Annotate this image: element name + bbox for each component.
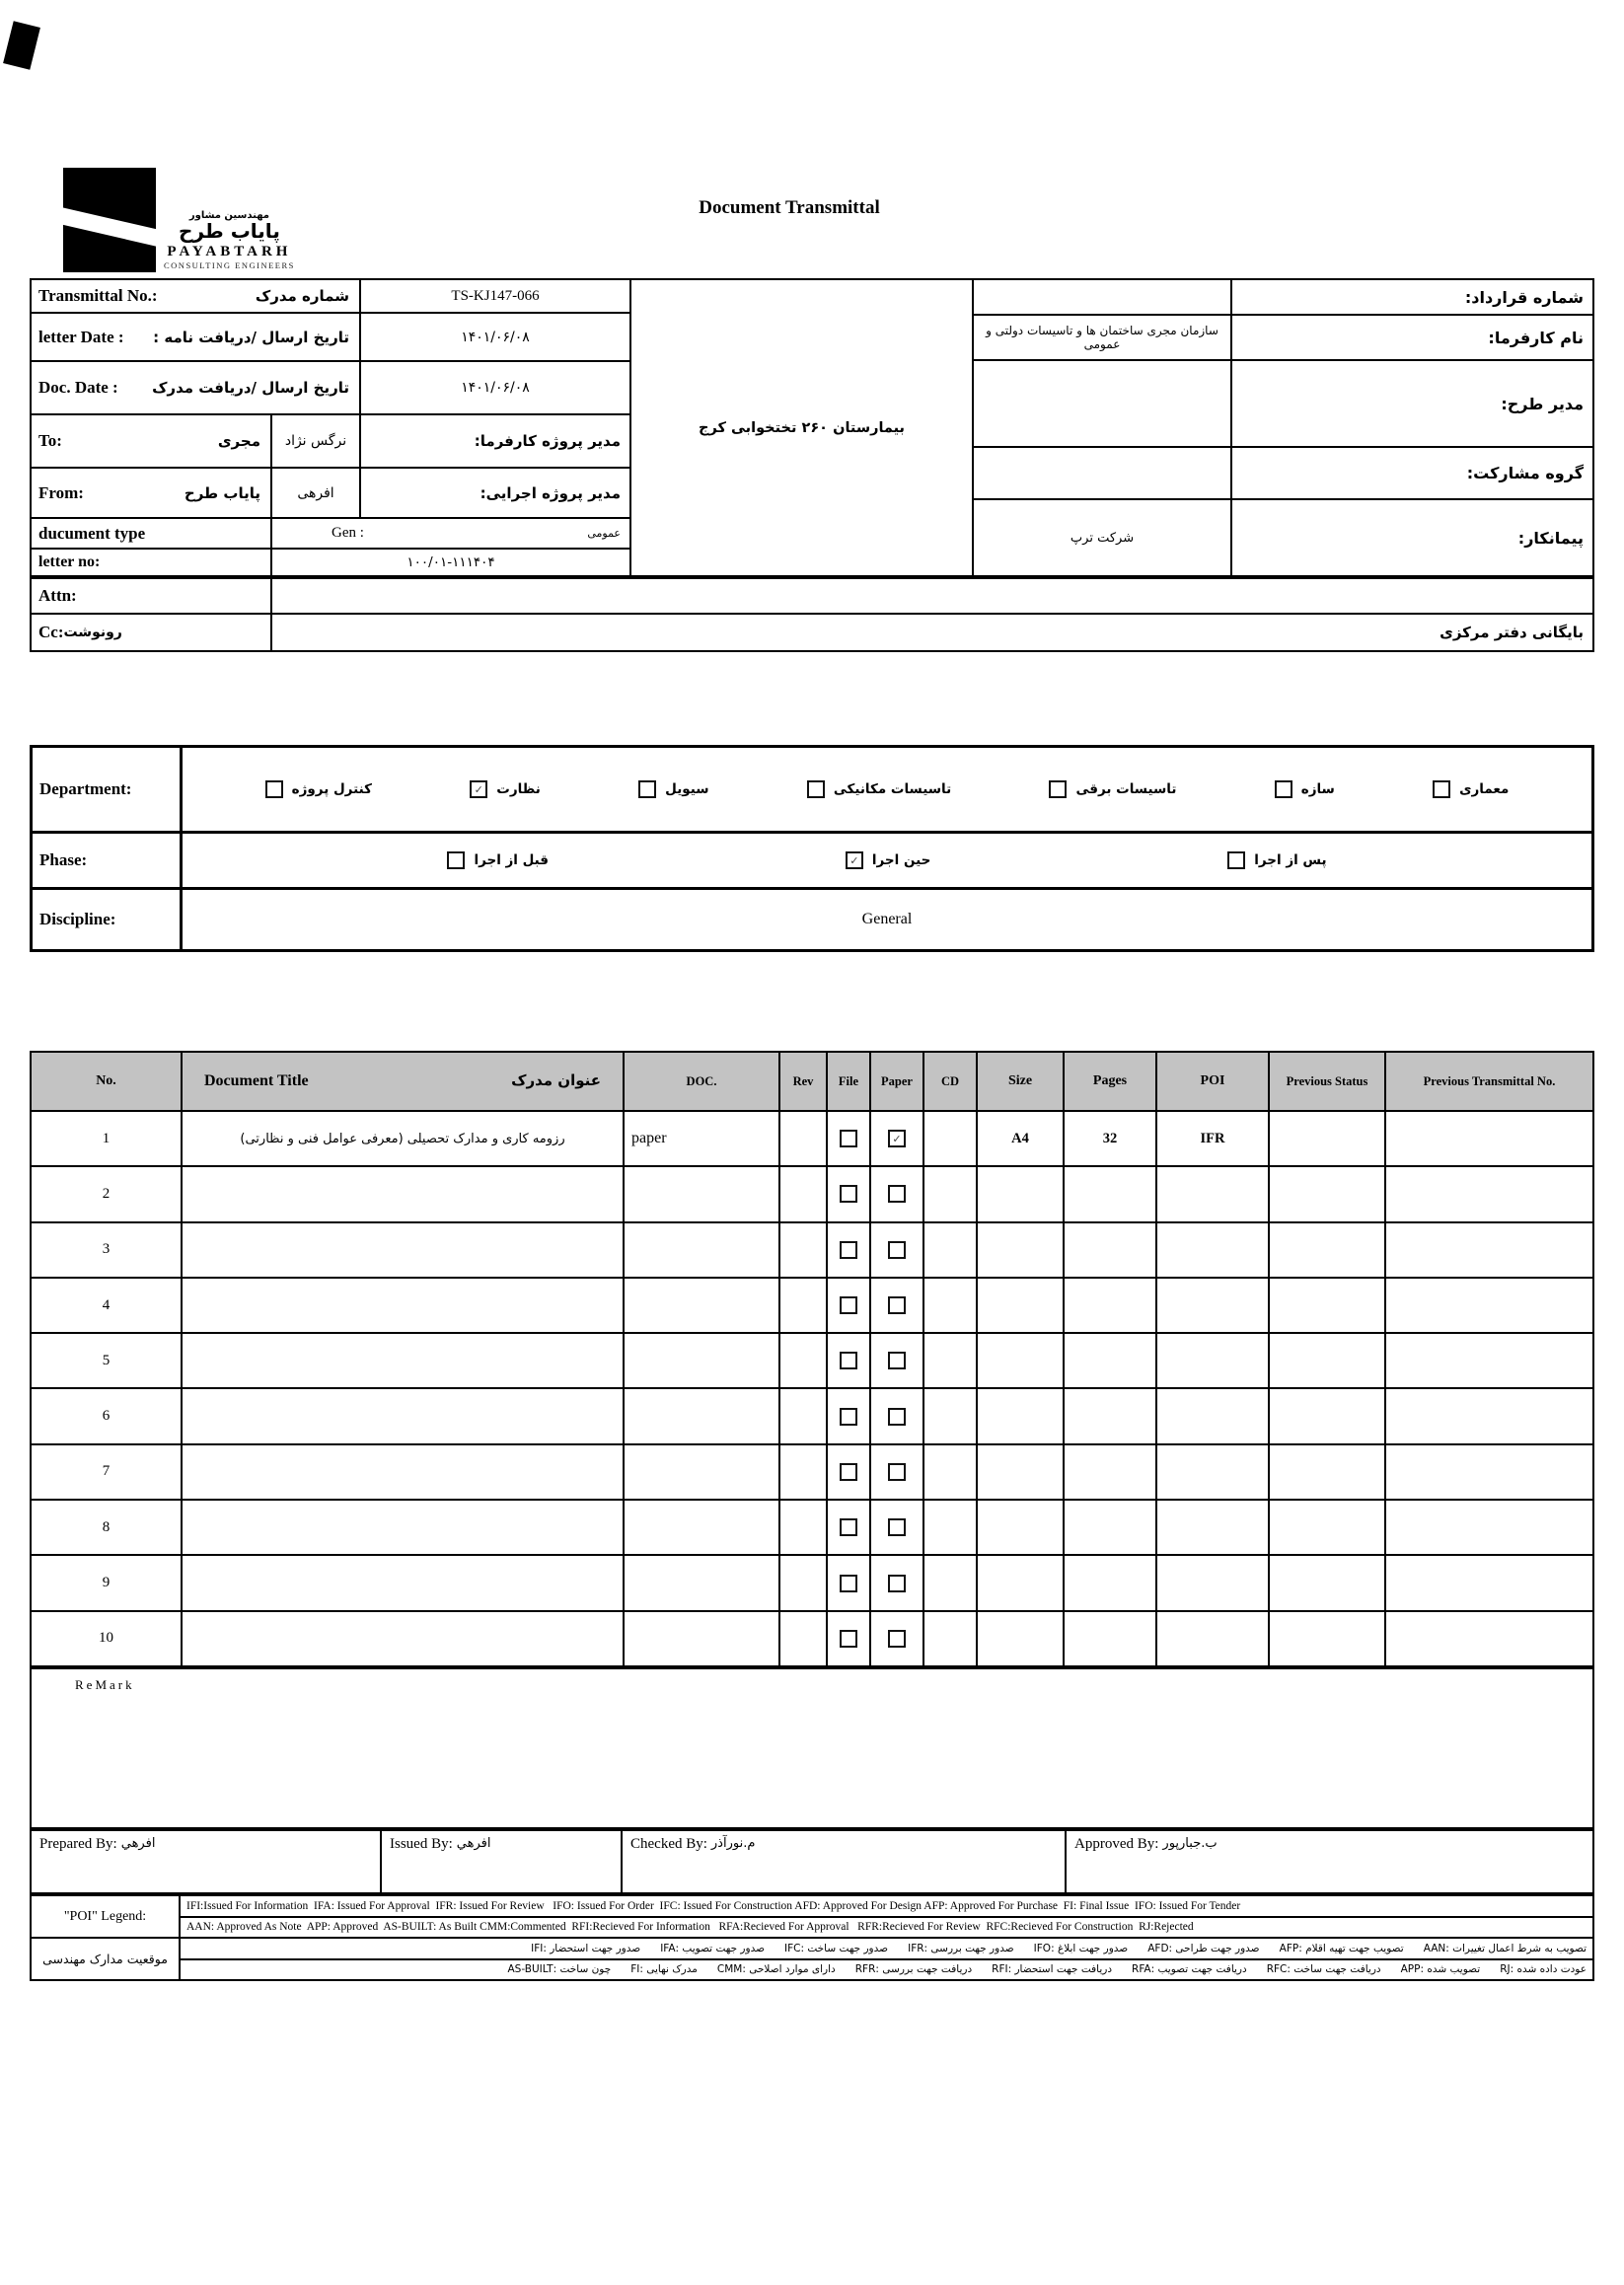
doc-date-value: ۱۴۰۱/۰۶/۰۸ bbox=[361, 362, 629, 413]
doc-row-cell-rev bbox=[780, 1279, 826, 1332]
client-name-value: سازمان مجری ساختمان ها و تاسیسات دولتی و عمومی bbox=[974, 316, 1230, 359]
doc-row-cell-prev_status bbox=[1270, 1279, 1384, 1332]
paper-checkbox[interactable] bbox=[888, 1241, 906, 1259]
letter-date-label-fa: تاریخ ارسال /دریافت نامه : bbox=[153, 328, 349, 346]
doc-row-cell-poi bbox=[1157, 1556, 1268, 1609]
logo-mark-icon bbox=[63, 168, 156, 272]
letter-no-label: letter no: bbox=[32, 550, 270, 575]
doc-row-cell-prev_status bbox=[1270, 1556, 1384, 1609]
department-checkbox[interactable] bbox=[1049, 780, 1067, 798]
col-header-cd: CD bbox=[924, 1053, 976, 1110]
legend-fa-line2: عودت داده شده :RJ تصویب شده :APP دریافت جهت ساخت :RFC دریافت جهت تصویب :RFA دریافت جهت استحضار :RFI دریافت جهت بررسی :RFR دارای موارد اصلاحی :CMM مدرک نهایی :FI چون ساخت :AS-BUILT bbox=[181, 1960, 1592, 1980]
department-item bbox=[1275, 780, 1335, 798]
attn-cc-table bbox=[30, 577, 1594, 652]
logo-en-name: PAYABTARH bbox=[167, 244, 292, 259]
issued-by-label: Issued By: bbox=[390, 1836, 453, 1852]
doc-row-cell-no: 2 bbox=[32, 1167, 181, 1220]
col-header-prev-transmittal: Previous Transmittal No. bbox=[1386, 1053, 1592, 1110]
doc-row-cell-doc bbox=[625, 1612, 778, 1665]
transmittal-no-label-en: Transmittal No.: bbox=[38, 286, 158, 305]
doc-row-cell-pages bbox=[1065, 1612, 1155, 1665]
file-checkbox[interactable] bbox=[840, 1296, 857, 1314]
doc-row-cell-pages bbox=[1065, 1279, 1155, 1332]
contractor-label: پیمانکار: bbox=[1232, 500, 1592, 575]
to-label: To: bbox=[38, 431, 62, 450]
letter-no-value: ۱۰۰/۰۱-۱۱۱۴۰۴ bbox=[272, 550, 629, 575]
phase-checkbox[interactable] bbox=[846, 851, 863, 869]
letter-date-value: ۱۴۰۱/۰۶/۰۸ bbox=[361, 314, 629, 360]
discipline-label: Discipline: bbox=[33, 890, 180, 949]
col-header-paper: Paper bbox=[871, 1053, 923, 1110]
doc-row-cell-doc bbox=[625, 1334, 778, 1387]
doc-row-cell-title bbox=[183, 1389, 623, 1442]
doc-row-cell-file bbox=[828, 1501, 869, 1554]
attn-label: Attn: bbox=[32, 579, 270, 613]
logo-text bbox=[164, 168, 295, 272]
doc-date-label-en: Doc. Date : bbox=[38, 378, 118, 397]
transmittal-no-value: TS-KJ147-066 bbox=[361, 280, 629, 312]
doc-row-cell-paper bbox=[871, 1334, 923, 1387]
department-checkbox[interactable] bbox=[1433, 780, 1450, 798]
doc-row-cell-size bbox=[978, 1612, 1063, 1665]
department-item bbox=[265, 780, 372, 798]
doc-row-cell-doc bbox=[625, 1389, 778, 1442]
file-checkbox[interactable] bbox=[840, 1463, 857, 1481]
doc-row-cell-pages bbox=[1065, 1334, 1155, 1387]
doc-row-cell-size bbox=[978, 1501, 1063, 1554]
doc-row-cell-size: A4 bbox=[978, 1112, 1063, 1165]
col-header-pages: Pages bbox=[1065, 1053, 1155, 1110]
col-header-doc: DOC. bbox=[625, 1053, 778, 1110]
design-manager-value bbox=[974, 361, 1230, 446]
client-pm-name: نرگس نژاد bbox=[272, 415, 359, 467]
department-option-label: کنترل پروژه bbox=[291, 781, 372, 797]
paper-checkbox[interactable] bbox=[888, 1296, 906, 1314]
doc-row-cell-pages bbox=[1065, 1389, 1155, 1442]
company-logo bbox=[63, 168, 295, 272]
doc-row-cell-prev_status bbox=[1270, 1334, 1384, 1387]
doc-row-cell-file bbox=[828, 1112, 869, 1165]
doc-row-cell-cd bbox=[924, 1279, 976, 1332]
department-checkbox[interactable] bbox=[470, 780, 487, 798]
checked-by-label: Checked By: bbox=[630, 1836, 707, 1852]
doc-row-cell-prev_status bbox=[1270, 1112, 1384, 1165]
approved-by-label: Approved By: bbox=[1074, 1836, 1159, 1852]
signature-row bbox=[30, 1829, 1594, 1894]
doc-row-cell-poi bbox=[1157, 1279, 1268, 1332]
doc-row-cell-cd bbox=[924, 1501, 976, 1554]
department-option-label: سیویل bbox=[665, 781, 709, 797]
doc-row-cell-rev bbox=[780, 1556, 826, 1609]
doc-row-cell-paper bbox=[871, 1612, 923, 1665]
doc-row-cell-file bbox=[828, 1556, 869, 1609]
doc-row-cell-file bbox=[828, 1279, 869, 1332]
doc-row-cell-prev_transmittal bbox=[1386, 1167, 1592, 1220]
doc-row-cell-cd bbox=[924, 1167, 976, 1220]
file-checkbox[interactable] bbox=[840, 1518, 857, 1536]
paper-checkbox[interactable] bbox=[888, 1575, 906, 1592]
file-checkbox[interactable] bbox=[840, 1575, 857, 1592]
doc-row-cell-rev bbox=[780, 1112, 826, 1165]
col-header-prev-status: Previous Status bbox=[1270, 1053, 1384, 1110]
doc-row-cell-no: 5 bbox=[32, 1334, 181, 1387]
doc-row-cell-poi bbox=[1157, 1334, 1268, 1387]
to-row bbox=[32, 415, 270, 467]
doc-row-cell-poi bbox=[1157, 1501, 1268, 1554]
poi-legend-table bbox=[30, 1894, 1594, 1981]
phase-label: Phase: bbox=[33, 834, 180, 887]
department-option-label: سازه bbox=[1300, 781, 1335, 797]
paper-checkbox[interactable] bbox=[888, 1185, 906, 1203]
legend-en-line2: AAN: Approved As Note APP: Approved AS-BUILT: As Built CMM:Commented RFI:Recieved For Information RFA:Recieved For Approval RFR:Recieved For Review RFC:Recieved For Construction RJ:Rejected bbox=[181, 1918, 1592, 1938]
doc-row-cell-prev_transmittal bbox=[1386, 1223, 1592, 1277]
doc-date-label bbox=[32, 362, 359, 413]
doc-row-cell-poi bbox=[1157, 1445, 1268, 1499]
file-checkbox[interactable] bbox=[840, 1185, 857, 1203]
department-item bbox=[470, 780, 541, 798]
doc-row-cell-no: 3 bbox=[32, 1223, 181, 1277]
file-checkbox[interactable] bbox=[840, 1130, 857, 1147]
remark-label: ReMark bbox=[75, 1677, 135, 1692]
doc-row-cell-poi bbox=[1157, 1223, 1268, 1277]
doc-row-cell-prev_transmittal bbox=[1386, 1334, 1592, 1387]
doc-row-cell-poi bbox=[1157, 1389, 1268, 1442]
logo-en-subtitle: CONSULTING ENGINEERS bbox=[164, 260, 295, 270]
doc-row-cell-file bbox=[828, 1612, 869, 1665]
department-option-label: نظارت bbox=[496, 781, 541, 797]
transmittal-info-table bbox=[30, 278, 631, 577]
letter-date-label-en: letter Date : bbox=[38, 327, 124, 346]
paper-checkbox[interactable] bbox=[888, 1630, 906, 1648]
doc-row-cell-prev_transmittal bbox=[1386, 1501, 1592, 1554]
department-label: Department: bbox=[33, 748, 180, 831]
approved-by-name: ب.جبارپور bbox=[1162, 1836, 1218, 1851]
doc-row-cell-cd bbox=[924, 1112, 976, 1165]
cc-value: بایگانی دفتر مرکزی bbox=[272, 615, 1592, 650]
doc-row-cell-rev bbox=[780, 1167, 826, 1220]
doc-row-cell-rev bbox=[780, 1389, 826, 1442]
page-title: Document Transmittal bbox=[699, 197, 880, 218]
col-header-poi: POI bbox=[1157, 1053, 1268, 1110]
doc-row-cell-prev_status bbox=[1270, 1389, 1384, 1442]
department-item bbox=[807, 780, 951, 798]
contract-no-label: شماره قرارداد: bbox=[1232, 280, 1592, 314]
doc-row-cell-cd bbox=[924, 1445, 976, 1499]
department-option-label: تاسیسات مکانیکی bbox=[833, 781, 952, 797]
doc-row-cell-file bbox=[828, 1389, 869, 1442]
doc-row-cell-poi: IFR bbox=[1157, 1112, 1268, 1165]
scan-mark bbox=[3, 21, 40, 69]
doc-row-cell-rev bbox=[780, 1445, 826, 1499]
doc-row-cell-pages bbox=[1065, 1223, 1155, 1277]
phase-item bbox=[1227, 851, 1326, 869]
doc-row-cell-doc bbox=[625, 1556, 778, 1609]
department-checkbox[interactable] bbox=[807, 780, 825, 798]
document-type-label: ducument type bbox=[32, 519, 270, 548]
doc-row-cell-paper bbox=[871, 1556, 923, 1609]
doc-row-cell-prev_transmittal bbox=[1386, 1612, 1592, 1665]
doc-row-cell-no: 6 bbox=[32, 1389, 181, 1442]
doc-row-cell-prev_transmittal bbox=[1386, 1556, 1592, 1609]
doc-row-cell-prev_status bbox=[1270, 1612, 1384, 1665]
doc-row-cell-rev bbox=[780, 1223, 826, 1277]
file-checkbox[interactable] bbox=[840, 1630, 857, 1648]
doc-row-cell-no: 9 bbox=[32, 1556, 181, 1609]
from-row bbox=[32, 469, 270, 517]
col-header-title-en: Document Title bbox=[204, 1071, 309, 1089]
partnership-value bbox=[974, 448, 1230, 498]
doc-row-cell-pages bbox=[1065, 1556, 1155, 1609]
doc-row-cell-title: رزومه کاری و مدارک تحصیلی (معرفی عوامل فنی و نظارتی) bbox=[183, 1112, 623, 1165]
exec-pm-label: مدیر پروژه اجرایی: bbox=[361, 469, 629, 517]
doc-row-cell-cd bbox=[924, 1556, 976, 1609]
doc-row-cell-rev bbox=[780, 1501, 826, 1554]
document-type-value: Gen : bbox=[332, 525, 364, 541]
doc-row-cell-doc bbox=[625, 1501, 778, 1554]
phase-item bbox=[447, 851, 549, 869]
col-header-size: Size bbox=[978, 1053, 1063, 1110]
cc-label-cell bbox=[32, 615, 270, 650]
department-option-label: معماری bbox=[1459, 781, 1510, 797]
doc-row-cell-doc: paper bbox=[625, 1112, 778, 1165]
doc-row-cell-paper bbox=[871, 1167, 923, 1220]
doc-row-cell-title bbox=[183, 1501, 623, 1554]
file-checkbox[interactable] bbox=[840, 1408, 857, 1426]
doc-row-cell-no: 1 bbox=[32, 1112, 181, 1165]
doc-date-label-fa: تاریخ ارسال /دریافت مدرک bbox=[152, 379, 349, 397]
partnership-label: گروه مشارکت: bbox=[1232, 448, 1592, 498]
department-item bbox=[638, 780, 708, 798]
transmittal-no-label-fa: شماره مدرک bbox=[255, 287, 349, 305]
logo-fa-name: پایاب طرح bbox=[179, 219, 280, 243]
doc-row-cell-title bbox=[183, 1445, 623, 1499]
doc-row-cell-doc bbox=[625, 1445, 778, 1499]
doc-row-cell-rev bbox=[780, 1334, 826, 1387]
prepared-by-name: افرهي bbox=[120, 1836, 156, 1851]
client-name-label: نام کارفرما: bbox=[1232, 316, 1592, 359]
legend-fa-line1: تصویب به شرط اعمال تغییرات :AAN تصویب جهت تهیه اقلام :AFP صدور جهت طراحی :AFD صدور جهت ابلاغ :IFO صدور جهت بررسی :IFR صدور جهت ساخت :IFC صدور جهت تصویب :IFA صدور جهت استحضار :IFI bbox=[181, 1939, 1592, 1958]
prepared-by-label: Prepared By: bbox=[39, 1836, 117, 1852]
phase-checkbox[interactable] bbox=[1227, 851, 1245, 869]
col-header-title bbox=[183, 1053, 623, 1110]
doc-row-cell-prev_transmittal bbox=[1386, 1112, 1592, 1165]
poi-legend-label: "POI" Legend: bbox=[32, 1896, 179, 1937]
doc-row-cell-pages bbox=[1065, 1501, 1155, 1554]
doc-row-cell-paper bbox=[871, 1279, 923, 1332]
doc-row-cell-doc bbox=[625, 1279, 778, 1332]
paper-checkbox[interactable] bbox=[888, 1518, 906, 1536]
doc-row-cell-paper bbox=[871, 1112, 923, 1165]
phase-option-label: قبل از اجرا bbox=[474, 852, 550, 868]
letter-date-label bbox=[32, 314, 359, 360]
doc-row-cell-pages bbox=[1065, 1445, 1155, 1499]
transmittal-no-label bbox=[32, 280, 359, 312]
doc-row-cell-no: 10 bbox=[32, 1612, 181, 1665]
department-checkbox[interactable] bbox=[1275, 780, 1292, 798]
doc-row-cell-title bbox=[183, 1223, 623, 1277]
doc-row-cell-pages bbox=[1065, 1167, 1155, 1220]
col-header-file: File bbox=[828, 1053, 869, 1110]
doc-row-cell-prev_status bbox=[1270, 1501, 1384, 1554]
document-list-table bbox=[30, 1051, 1594, 1667]
department-item bbox=[1049, 780, 1176, 798]
doc-row-cell-size bbox=[978, 1389, 1063, 1442]
prepared-by-cell bbox=[32, 1831, 380, 1892]
attn-value bbox=[272, 579, 1592, 613]
contractor-value: شرکت ترپ bbox=[974, 500, 1230, 575]
doc-row-cell-cd bbox=[924, 1334, 976, 1387]
department-checkbox[interactable] bbox=[638, 780, 656, 798]
phase-item bbox=[846, 851, 930, 869]
department-checkbox[interactable] bbox=[265, 780, 283, 798]
doc-row-cell-prev_transmittal bbox=[1386, 1389, 1592, 1442]
to-value: مجری bbox=[217, 432, 260, 450]
discipline-value: General bbox=[183, 890, 1591, 949]
document-type-fa: عمومی bbox=[587, 527, 621, 540]
paper-checkbox[interactable] bbox=[888, 1352, 906, 1369]
phase-checkbox[interactable] bbox=[447, 851, 465, 869]
doc-row-cell-paper bbox=[871, 1389, 923, 1442]
legend-fa-side-label: موقعیت مدارک مهندسی bbox=[32, 1939, 179, 1979]
doc-row-cell-size bbox=[978, 1223, 1063, 1277]
doc-row-cell-no: 7 bbox=[32, 1445, 181, 1499]
approved-by-cell bbox=[1067, 1831, 1592, 1892]
doc-row-cell-paper bbox=[871, 1445, 923, 1499]
doc-row-cell-size bbox=[978, 1445, 1063, 1499]
issued-by-name: افرهي bbox=[456, 1836, 491, 1851]
file-checkbox[interactable] bbox=[840, 1241, 857, 1259]
doc-row-cell-poi bbox=[1157, 1612, 1268, 1665]
from-value: پایاب طرح bbox=[184, 483, 260, 502]
doc-row-cell-size bbox=[978, 1556, 1063, 1609]
contract-no-value bbox=[974, 280, 1230, 314]
doc-row-cell-prev_transmittal bbox=[1386, 1445, 1592, 1499]
doc-row-cell-prev_transmittal bbox=[1386, 1279, 1592, 1332]
classification-table bbox=[30, 745, 1594, 952]
col-header-no: No. bbox=[32, 1053, 181, 1110]
logo-fa-tagline: مهندسین مشاور bbox=[188, 210, 270, 221]
phase-option-label: حین اجرا bbox=[871, 852, 931, 868]
cc-label: Cc: bbox=[38, 623, 64, 641]
department-option-label: تاسیسات برقی bbox=[1075, 781, 1177, 797]
doc-row-cell-size bbox=[978, 1279, 1063, 1332]
doc-row-cell-file bbox=[828, 1334, 869, 1387]
doc-row-cell-doc bbox=[625, 1167, 778, 1220]
remark-box bbox=[30, 1667, 1594, 1829]
document-type-cell bbox=[272, 519, 629, 548]
logo-stripe bbox=[63, 205, 156, 250]
checked-by-cell bbox=[623, 1831, 1065, 1892]
doc-row-cell-rev bbox=[780, 1612, 826, 1665]
doc-row-cell-cd bbox=[924, 1389, 976, 1442]
doc-row-cell-file bbox=[828, 1223, 869, 1277]
paper-checkbox[interactable] bbox=[888, 1130, 906, 1147]
file-checkbox[interactable] bbox=[840, 1352, 857, 1369]
doc-row-cell-title bbox=[183, 1556, 623, 1609]
doc-row-cell-prev_status bbox=[1270, 1445, 1384, 1499]
cc-label-fa: رونوشت bbox=[63, 625, 122, 640]
issued-by-cell bbox=[382, 1831, 621, 1892]
doc-row-cell-doc bbox=[625, 1223, 778, 1277]
design-manager-label: مدیر طرح: bbox=[1232, 361, 1592, 446]
doc-row-cell-title bbox=[183, 1279, 623, 1332]
doc-row-cell-title bbox=[183, 1612, 623, 1665]
from-label: From: bbox=[38, 482, 84, 502]
doc-row-cell-file bbox=[828, 1167, 869, 1220]
phase-options bbox=[183, 834, 1591, 887]
exec-pm-name: افرهی bbox=[272, 469, 359, 517]
doc-row-cell-size bbox=[978, 1334, 1063, 1387]
paper-checkbox[interactable] bbox=[888, 1408, 906, 1426]
phase-option-label: پس از اجرا bbox=[1254, 852, 1327, 868]
col-header-title-fa: عنوان مدرک bbox=[511, 1071, 601, 1090]
legend-en-line1: IFI:Issued For Information IFA: Issued For Approval IFR: Issued For Review IFO: Issued For Order IFC: Issued For Construction AFD: Approved For Design AFP: Approved For Purchase FI: Final Issue IFO: Issued For Tender bbox=[181, 1896, 1592, 1916]
doc-row-cell-no: 4 bbox=[32, 1279, 181, 1332]
contract-info-table bbox=[972, 278, 1594, 577]
department-options bbox=[183, 748, 1591, 831]
checked-by-name: م.نورآذر bbox=[710, 1836, 756, 1851]
doc-row-cell-size bbox=[978, 1167, 1063, 1220]
project-name: بیمارستان ۲۶۰ تختخوابی کرج bbox=[629, 278, 974, 577]
doc-row-cell-cd bbox=[924, 1223, 976, 1277]
col-header-rev: Rev bbox=[780, 1053, 826, 1110]
doc-row-cell-paper bbox=[871, 1501, 923, 1554]
doc-row-cell-prev_status bbox=[1270, 1223, 1384, 1277]
paper-checkbox[interactable] bbox=[888, 1463, 906, 1481]
client-pm-label: مدیر پروژه کارفرما: bbox=[361, 415, 629, 467]
doc-row-cell-file bbox=[828, 1445, 869, 1499]
department-item bbox=[1433, 780, 1509, 798]
doc-row-cell-pages: 32 bbox=[1065, 1112, 1155, 1165]
doc-row-cell-no: 8 bbox=[32, 1501, 181, 1554]
doc-row-cell-cd bbox=[924, 1612, 976, 1665]
doc-row-cell-poi bbox=[1157, 1167, 1268, 1220]
doc-row-cell-title bbox=[183, 1167, 623, 1220]
doc-row-cell-paper bbox=[871, 1223, 923, 1277]
doc-row-cell-title bbox=[183, 1334, 623, 1387]
doc-row-cell-prev_status bbox=[1270, 1167, 1384, 1220]
